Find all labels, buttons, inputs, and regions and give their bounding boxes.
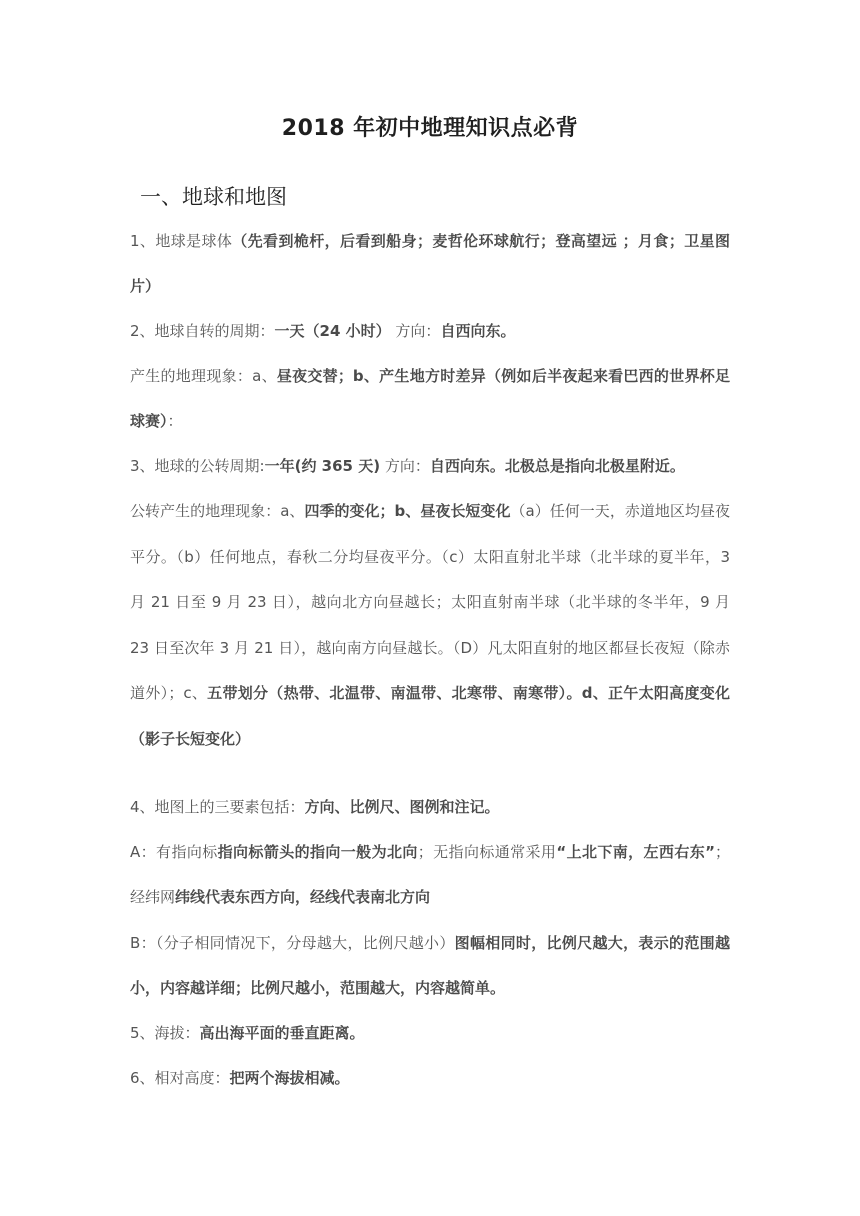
bold-text: 方向、比例尺、图例和注记。 [304,798,500,816]
paragraph-1 [130,219,730,309]
text: A：有指向标 [130,843,218,861]
text: 2、地球自转的周期： [130,322,275,340]
text: ；经纬网 [130,843,730,906]
bold-text: 高出海平面的垂直距离。 [199,1024,365,1042]
text: （a）任何一天，赤道地区均昼夜平分。（b）任何地点，春秋二分均昼夜平分。（c）太阳直射北半球（北半球的夏半年，3 月 21 日至 9 月 23 日），越向北方向昼越长；太阳直射南半球（北半球的冬半年，9 月 23 日至次年 3 月 21 日），越向南方向昼越长。（D）凡太阳直射的地区都昼长夜短（除赤道外）；c、 [130,502,730,702]
paragraph-2 [130,309,730,354]
text: 1、地球是球体 [130,232,233,250]
document-title: 2018 年初中地理知识点必背 [281,116,579,141]
text: 方向： [390,322,441,340]
bold-text: 图幅相同时，比例尺越大，表示的范围越小，内容越详细；比例尺越小，范围越大，内容越简单。 [130,934,730,997]
text: 方向： [380,457,430,475]
text: 4、地图上的三要素包括： [130,798,305,816]
paragraph-9 [130,1011,730,1056]
bold-text: （先看到桅杆，后看到船身；麦哲伦环球航行；登高望远 ；月食；卫星图片） [130,232,730,295]
text: 公转产生的地理现象：a、 [130,502,305,520]
bold-text: 自西向东。 [440,322,516,340]
text: ；无指向标通常采用 [417,843,557,861]
text: 产生的地理现象：a、 [130,367,277,385]
paragraph-6 [130,785,730,830]
text: B：（分子相同情况下，分母越大，比例尺越小） [130,934,455,952]
section-heading: 一、地球和地图 [140,185,287,209]
text: 5、海拔： [130,1024,200,1042]
bold-text: 昼夜交替；b、产生地方时差异（例如后半夜起来看巴西的世界杯足球赛） [130,367,730,430]
bold-text: 五带划分（热带、北温带、南温带、北寒带、南寒带）。d、正午太阳高度变化（影子长短变化） [130,684,731,748]
bold-text: “上北下南，左西右东” [556,843,715,861]
paragraph-10 [130,1056,730,1101]
paragraph-5 [130,489,730,762]
text: ： [167,412,183,430]
bold-text: 把两个海拔相减。 [229,1069,350,1087]
bold-text: 纬线代表东西方向，经线代表南北方向 [175,888,431,906]
paragraph-3 [130,354,730,444]
bold-text: 指向标箭头的指向一般为北向 [217,843,418,861]
paragraph-7 [130,830,730,920]
text: 6、相对高度： [130,1069,230,1087]
bold-text: 一天（24 小时） [274,322,391,340]
bold-text: 四季的变化；b、昼夜长短变化 [304,502,511,520]
paragraph-4 [130,444,730,489]
bold-text: 自西向东。北极总是指向北极星附近。 [429,457,685,475]
paragraph-8 [130,921,730,1011]
bold-text: 一年(约 365 天) [264,457,381,475]
text: 3、地球的公转周期: [130,457,265,475]
